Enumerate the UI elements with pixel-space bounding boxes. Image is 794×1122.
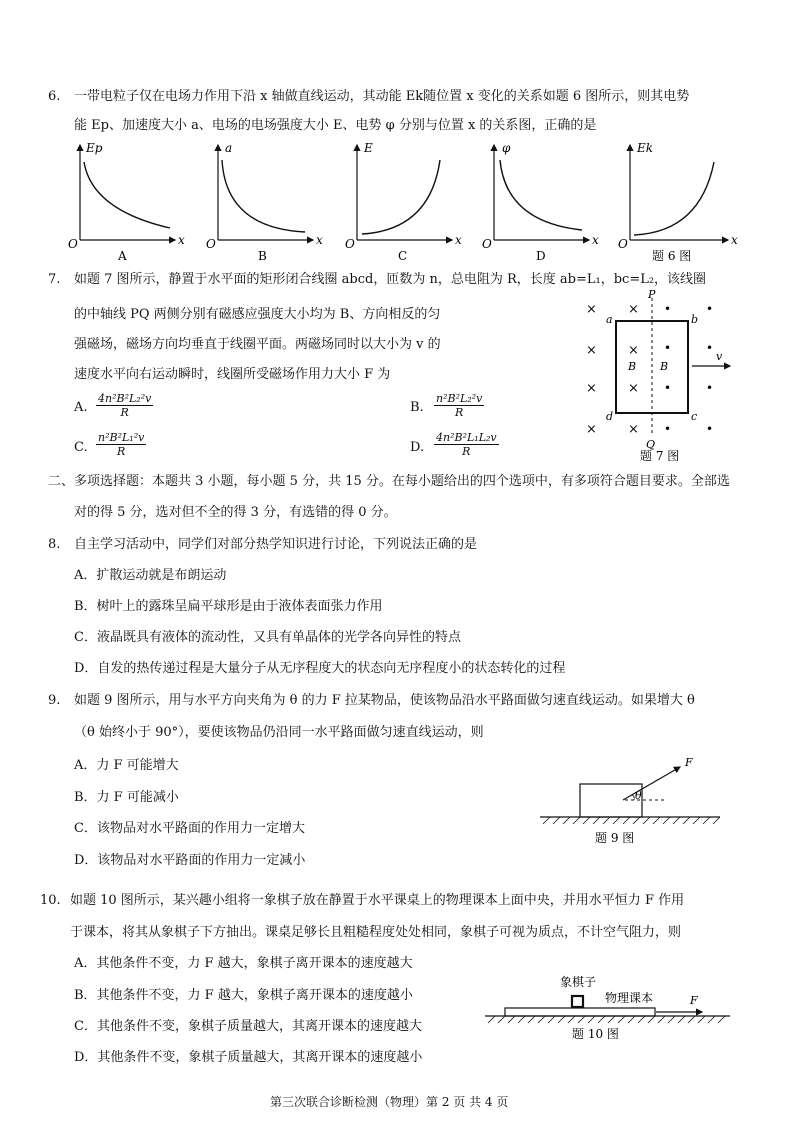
q10-option-a: A．其他条件不变，力 F 越大，象棋子离开课本的速度越大 xyxy=(74,956,413,971)
q10-figure-caption: 题 10 图 xyxy=(572,1027,619,1041)
svg-text:θ: θ xyxy=(635,789,642,802)
svg-text:•: • xyxy=(664,422,672,436)
svg-text:•: • xyxy=(664,302,672,316)
svg-text:d: d xyxy=(606,410,614,423)
q7-option-d-num: 4n²B²L₁L₂v xyxy=(436,431,497,444)
q9-option-d: D．该物品对水平路面的作用力一定减小 xyxy=(74,853,306,868)
q9-option-b: B．力 F 可能减小 xyxy=(74,790,179,805)
graph-d xyxy=(482,141,599,263)
graph-fig6 xyxy=(618,141,738,263)
svg-text:•: • xyxy=(706,302,714,316)
q7-number: 7. xyxy=(48,272,61,287)
q8-option-b: B．树叶上的露珠呈扁平球形是由于液体表面张力作用 xyxy=(74,599,383,614)
graph-d-ylabel: φ xyxy=(502,141,511,155)
q7-stem-line4: 速度水平向右运动瞬时，线圈所受磁场作用力大小 F 为 xyxy=(74,367,391,382)
graph-b-origin: O xyxy=(206,237,216,251)
svg-text:B: B xyxy=(660,360,669,373)
svg-text:×: × xyxy=(586,381,597,396)
svg-text:Q: Q xyxy=(646,438,656,451)
q7-option-d-fraction xyxy=(434,431,499,458)
graph-fig6-xlabel: x xyxy=(731,233,738,247)
q9-stem-line1: 如题 9 图所示，用与水平方向夹角为 θ 的力 F 拉某物品，使该物品沿水平路面做匀速直线运动。如果增大 θ xyxy=(74,693,695,708)
q6-stem-line2: 能 Ep、加速度大小 a、电场的电场强度大小 E、电势 φ 分别与位置 x 的关系图，正确的是 xyxy=(74,118,597,133)
svg-text:•: • xyxy=(664,341,672,355)
q7-option-b-den: R xyxy=(455,406,464,419)
graph-b-xlabel: x xyxy=(316,233,323,247)
svg-text:×: × xyxy=(586,422,597,437)
section2-line2: 对的得 5 分，选对但不全的得 3 分，有选错的得 0 分。 xyxy=(74,505,397,520)
q7-option-c-fraction xyxy=(96,431,146,458)
q7-option-c-den: R xyxy=(117,445,126,458)
q9-option-a: A．力 F 可能增大 xyxy=(74,758,179,773)
q7-option-c-label: C. xyxy=(74,440,88,455)
q8-option-a: A．扩散运动就是布朗运动 xyxy=(74,568,227,583)
q7-option-b-label: B. xyxy=(410,400,424,415)
svg-text:×: × xyxy=(586,343,597,358)
svg-text:v: v xyxy=(716,350,723,363)
q9-option-c: C．该物品对水平路面的作用力一定增大 xyxy=(74,821,305,836)
svg-text:象棋子: 象棋子 xyxy=(560,975,597,989)
section2-line1: 二、多项选择题：本题共 3 小题，每小题 5 分，共 15 分。在每小题给出的四个选项中，有多项符合题目要求。全部选 xyxy=(48,474,730,489)
q7-option-a-den: R xyxy=(120,406,129,419)
svg-text:×: × xyxy=(586,302,597,317)
q8-option-d: D．自发的热传递过程是大量分子从无序程度大的状态向无序程度小的状态转化的过程 xyxy=(74,661,566,676)
svg-text:×: × xyxy=(628,343,639,358)
graph-c-origin: O xyxy=(345,237,355,251)
svg-text:•: • xyxy=(706,422,714,436)
q10-option-d: D．其他条件不变，象棋子质量越大，其离开课本的速度越小 xyxy=(74,1050,423,1065)
svg-text:物理课本: 物理课本 xyxy=(605,991,654,1005)
graph-fig6-caption: 题 6 图 xyxy=(652,249,692,263)
graph-a-origin: O xyxy=(68,237,78,251)
q7-stem-line2: 的中轴线 PQ 两侧分别有磁感应强度大小均为 B、方向相反的匀 xyxy=(74,307,441,322)
q10-figure xyxy=(480,966,740,1046)
q7-figure-caption: 题 7 图 xyxy=(640,449,680,463)
q7-option-c-num: n²B²L₁²v xyxy=(98,431,145,444)
q9-number: 9. xyxy=(48,693,61,708)
svg-text:a: a xyxy=(606,313,613,326)
svg-text:×: × xyxy=(628,302,639,317)
graph-c-ylabel: E xyxy=(364,141,373,155)
q7-option-a-label: A. xyxy=(74,400,88,415)
graph-d-label: D xyxy=(536,249,546,263)
svg-text:•: • xyxy=(706,341,714,355)
q7-option-d-den: R xyxy=(462,445,471,458)
svg-text:b: b xyxy=(691,313,699,326)
svg-text:F: F xyxy=(685,756,693,769)
q10-stem-line1: 如题 10 图所示，某兴趣小组将一象棋子放在静置于水平课桌上的物理课本上面中央，并用水平恒力 F 作用 xyxy=(70,893,685,908)
q7-option-a-fraction xyxy=(96,392,153,419)
graph-b xyxy=(206,141,323,263)
graph-a xyxy=(68,141,185,263)
q7-option-b-fraction xyxy=(434,392,484,419)
graph-d-xlabel: x xyxy=(592,233,599,247)
q7-stem-line1: 如题 7 图所示，静置于水平面的矩形闭合线圈 abcd，匝数为 n，总电阻为 R，长度 ab=L₁，bc=L₂，该线圈 xyxy=(74,272,707,287)
q10-option-b: B．其他条件不变，力 F 越大，象棋子离开课本的速度越小 xyxy=(74,988,413,1003)
svg-text:P: P xyxy=(648,288,656,301)
page-footer: 第三次联合诊断检测（物理）第 2 页 共 4 页 xyxy=(270,1095,509,1109)
svg-text:×: × xyxy=(628,422,639,437)
graph-fig6-origin: O xyxy=(618,237,628,251)
graph-c xyxy=(345,141,462,263)
q6-number: 6. xyxy=(48,89,61,104)
graph-c-label: C xyxy=(398,249,408,263)
svg-text:•: • xyxy=(706,381,714,395)
svg-text:•: • xyxy=(664,381,672,395)
svg-text:F: F xyxy=(690,994,698,1007)
q10-number: 10. xyxy=(40,893,61,908)
q7-stem-line3: 强磁场，磁场方向均垂直于线圈平面。两磁场同时以大小为 v 的 xyxy=(74,337,441,352)
q6-graphs xyxy=(0,140,794,270)
svg-text:×: × xyxy=(628,381,639,396)
q10-stem-line2: 于课本，将其从象棋子下方抽出。课桌足够长且粗糙程度处处相同，象棋子可视为质点，不计空气阻力，则 xyxy=(70,925,682,940)
svg-text:B: B xyxy=(628,360,637,373)
graph-a-label: A xyxy=(118,249,127,263)
q8-number: 8. xyxy=(48,537,61,552)
q7-option-d-label: D. xyxy=(410,440,425,455)
graph-b-label: B xyxy=(258,249,267,263)
q7-figure xyxy=(580,288,740,463)
svg-text:c: c xyxy=(691,410,698,423)
q6-stem-line1: 一带电粒子仅在电场力作用下沿 x 轴做直线运动，其动能 Ek随位置 x 变化的关系如题 6 图所示，则其电势 xyxy=(74,89,690,104)
q10-option-c: C．其他条件不变，象棋子质量越大，其离开课本的速度越大 xyxy=(74,1019,422,1034)
q7-option-a-num: 4n²B²L₂²v xyxy=(98,392,152,405)
graph-fig6-ylabel: Ek xyxy=(637,141,654,155)
q8-option-c: C．液晶既具有液体的流动性，又具有单晶体的光学各向异性的特点 xyxy=(74,630,461,645)
graph-a-ylabel: Ep xyxy=(86,141,103,155)
graph-b-ylabel: a xyxy=(225,141,233,155)
q7-option-b-num: n²B²L₂²v xyxy=(436,392,483,405)
graph-c-xlabel: x xyxy=(455,233,462,247)
q8-stem: 自主学习活动中，同学们对部分热学知识进行讨论，下列说法正确的是 xyxy=(74,537,478,552)
q9-figure-caption: 题 9 图 xyxy=(595,831,635,845)
q9-stem-line2: （θ 始终小于 90°），要使该物品仍沿同一水平路面做匀速直线运动，则 xyxy=(74,725,484,740)
graph-d-origin: O xyxy=(482,237,492,251)
q9-figure xyxy=(535,752,735,852)
graph-a-xlabel: x xyxy=(178,233,185,247)
